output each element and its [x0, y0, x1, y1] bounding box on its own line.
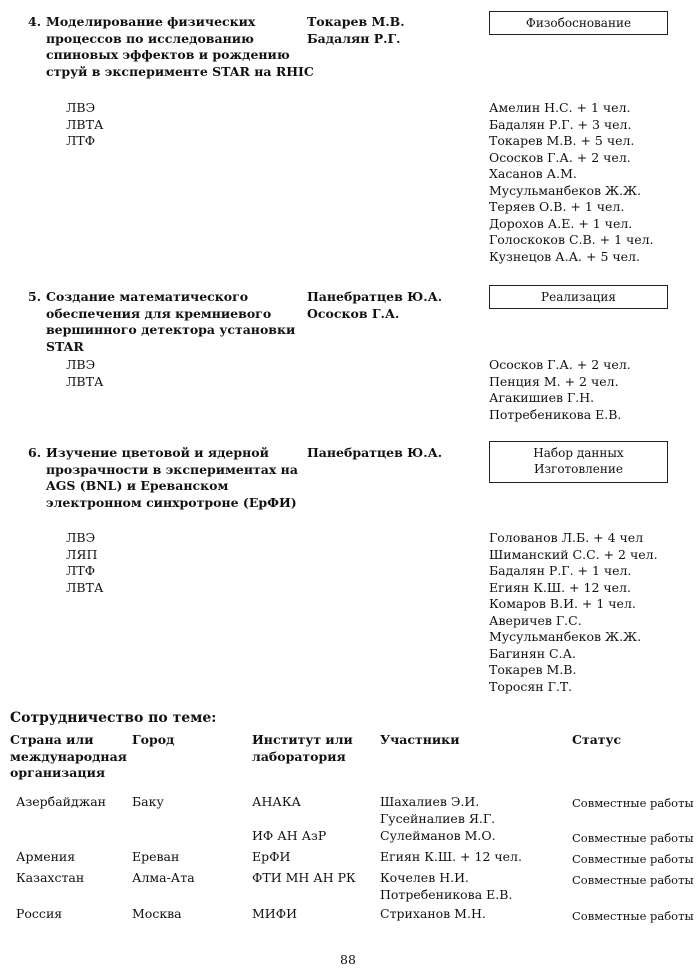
table-cell-institute: ФТИ МН АН РК: [252, 870, 356, 885]
participant: Ососков Г.А. + 2 чел.: [489, 149, 631, 165]
table-cell-institute: АНАКА: [252, 794, 301, 809]
participants-list: [489, 100, 654, 265]
lab-item: ЛТФ: [66, 133, 96, 148]
lab-list: [66, 530, 103, 596]
participant: Шиманский С.С. + 2 чел.: [489, 546, 658, 562]
table-cell-institute: МИФИ: [252, 906, 297, 921]
table-cell-participants: [380, 849, 522, 866]
lab-item: ЛВЭ: [66, 530, 96, 545]
lab-item: ЛВТА: [66, 116, 104, 132]
col-header-participants: Участники: [380, 732, 460, 747]
participant: Ососков Г.А. + 2 чел.: [489, 357, 631, 372]
participant: Мусульманбеков Ж.Ж.: [489, 182, 642, 198]
participant: Пенция М. + 2 чел.: [489, 373, 619, 389]
lab-item: ЛВЭ: [66, 357, 96, 372]
status-box: [489, 285, 668, 309]
table-cell-country: Армения: [16, 849, 76, 864]
table-cell-country: Россия: [16, 906, 63, 921]
participant: Аверичев Г.С.: [489, 612, 582, 628]
participant: Хасанов А.М.: [489, 166, 577, 181]
col-header-country: Страна или международная организация: [10, 732, 127, 780]
lab-item: ЛТФ: [66, 563, 96, 578]
table-cell-city: Баку: [132, 794, 164, 809]
table-cell-status: Совместные работы: [572, 852, 694, 866]
status-label: Реализация: [541, 290, 616, 304]
participant: Бадалян Р.Г. + 1 чел.: [489, 563, 632, 578]
participant: Дорохов А.Е. + 1 чел.: [489, 215, 633, 231]
participant: Торосян Г.Т.: [489, 678, 573, 694]
table-cell-participants: [380, 794, 495, 827]
participant: Голованов Л.Б. + 4 чел: [489, 530, 644, 545]
leader: Ососков Г.А.: [307, 305, 400, 321]
table-cell-city: Москва: [132, 906, 182, 921]
table-cell-status: Совместные работы: [572, 831, 694, 845]
table-cell-participants: [380, 906, 486, 923]
lab-item: ЛЯП: [66, 546, 98, 562]
table-cell-participants: [380, 870, 512, 903]
lab-list: [66, 100, 103, 150]
collab-heading: Сотрудничество по теме:: [10, 710, 217, 726]
col-header-institute: Институт или лаборатория: [252, 732, 353, 764]
table-cell-country: Казахстан: [16, 870, 85, 885]
participant: Багинян С.А.: [489, 645, 577, 661]
item-leaders: [307, 445, 442, 462]
item-number: 4.: [28, 14, 42, 29]
participant: Сулейманов М.О.: [380, 828, 496, 843]
participant: Потребеникова Е.В.: [489, 406, 622, 422]
page-number: 88: [340, 952, 356, 967]
table-cell-city: Алма-Ата: [132, 870, 195, 885]
status-box: [489, 11, 668, 35]
participant: Голоскоков С.В. + 1 чел.: [489, 232, 654, 247]
lab-list: [66, 357, 103, 390]
participants-list: [489, 530, 658, 695]
leader: Бадалян Р.Г.: [307, 30, 401, 46]
participant: Егиян К.Ш. + 12 чел.: [489, 579, 631, 595]
item-leaders: [307, 14, 405, 47]
table-cell-institute: ИФ АН АзР: [252, 828, 327, 843]
item-title: Моделирование физических процессов по исследованию спиновых эффектов и рождению струй в эксперименте STAR на RHIC: [46, 14, 314, 79]
status-label: Физобоснование: [525, 16, 632, 30]
participant: Шахалиев Э.И.: [380, 794, 480, 809]
participant: Егиян К.Ш. + 12 чел.: [380, 849, 522, 864]
item-title: Изучение цветовой и ядерной прозрачности в экспериментах на AGS (BNL) и Ереванском электронном синхротроне (ЕрФИ): [46, 445, 298, 510]
participant: Кочелев Н.И.: [380, 870, 469, 885]
participant: Амелин Н.С. + 1 чел.: [489, 100, 631, 115]
participant: Мусульманбеков Ж.Ж.: [489, 629, 642, 644]
participant: Гусейналиев Я.Г.: [380, 810, 496, 826]
participant: Потребеникова Е.В.: [380, 886, 513, 902]
leader: Панебратцев Ю.А.: [307, 445, 443, 460]
lab-item: ЛВТА: [66, 579, 104, 595]
item-title: Создание математического обеспечения для кремниевого вершинного детектора установки STAR: [46, 289, 296, 354]
table-cell-status: Совместные работы: [572, 909, 694, 923]
table-cell-status: Совместные работы: [572, 873, 694, 887]
participant: Бадалян Р.Г. + 3 чел.: [489, 116, 632, 132]
participant: Токарев М.В. + 5 чел.: [489, 133, 635, 148]
participant: Стриханов М.Н.: [380, 906, 486, 921]
table-cell-status: Совместные работы: [572, 796, 694, 810]
participant: Токарев М.В.: [489, 662, 577, 677]
col-header-status: Статус: [572, 732, 622, 747]
lab-item: ЛВТА: [66, 373, 104, 389]
status-box: [489, 441, 668, 483]
item-leaders: [307, 289, 442, 322]
item-number: 6.: [28, 445, 42, 460]
participant: Кузнецов А.А. + 5 чел.: [489, 248, 640, 264]
participant: Теряев О.В. + 1 чел.: [489, 199, 625, 214]
leader: Токарев М.В.: [307, 14, 405, 29]
table-cell-participants: [380, 828, 496, 845]
lab-item: ЛВЭ: [66, 100, 96, 115]
status-label: Набор данных: [533, 446, 624, 460]
status-label: Изготовление: [534, 462, 623, 476]
participant: Агакишиев Г.Н.: [489, 390, 595, 405]
table-cell-city: Ереван: [132, 849, 180, 864]
table-cell-institute: ЕрФИ: [252, 849, 291, 864]
leader: Панебратцев Ю.А.: [307, 289, 443, 304]
participant: Комаров В.И. + 1 чел.: [489, 596, 636, 611]
item-number: 5.: [28, 289, 42, 304]
table-cell-country: Азербайджан: [16, 794, 106, 809]
participants-list: [489, 357, 631, 423]
col-header-city: Город: [132, 732, 175, 747]
